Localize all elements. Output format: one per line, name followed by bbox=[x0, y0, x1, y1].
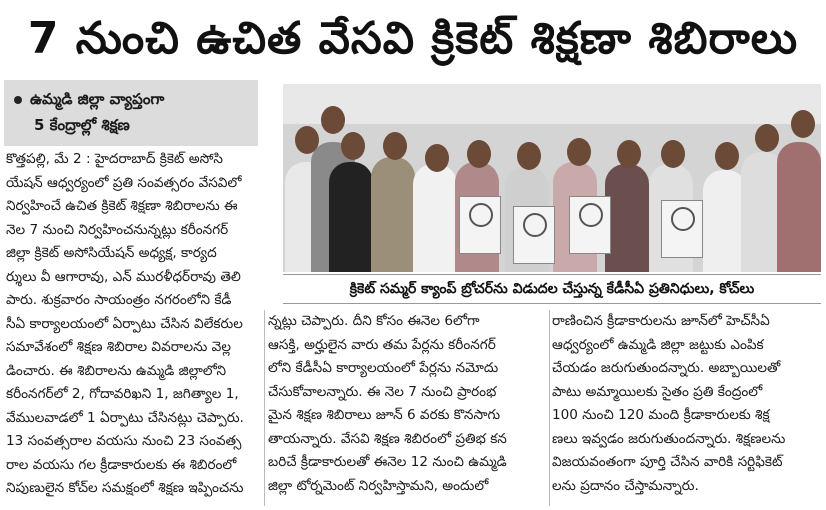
subheadline-text-1: ఉమ్మడి జిల్లా వ్యాప్తంగా bbox=[30, 90, 165, 108]
person-head bbox=[321, 106, 345, 134]
person-figure bbox=[371, 157, 415, 272]
column-divider bbox=[549, 310, 550, 506]
person-head bbox=[567, 138, 591, 166]
photo-banner bbox=[283, 84, 821, 124]
person-head bbox=[617, 140, 641, 168]
column-divider bbox=[264, 310, 265, 506]
seal-icon bbox=[579, 203, 603, 227]
person-head bbox=[715, 142, 739, 170]
subheadline-line-2: 5 కేంద్రాల్లో శిక్షణ bbox=[34, 116, 130, 134]
seal-icon bbox=[671, 207, 695, 231]
subheadline-line-1 bbox=[14, 86, 248, 112]
person-figure bbox=[777, 142, 821, 272]
brochure bbox=[513, 206, 555, 264]
article-column-1: కొత్తపల్లి, మే 2 : హైదరాబాద్ క్రికెట్ అసోసి యేషన్ ఆధ్వర్యంలో ప్రతి సంవత్సరం వేసవిలో నిర్వహించే ఉచిత క్రికెట్ శిక్షణా శిబిరాలను ఈ నెల 7 నుంచి నిర్వహించనున్నట్లు కరీంనగర్ జిల్లా క్రికెట్ అసోసియేషన్ అధ్యక్ష, కార్యద ర్శులు వీ ఆగారావు, ఎన్ మురళీధర్‌రావు తెలి పారు. శుక్రవారం సాయంత్రం నగరంలోని కేడీ సీఏ కార్యాలయంలో ఏర్పాటు చేసిన విలేకరుల సమావేశంలో శిక్షణ శిబిరాల వివరాలను వెల్ల డించారు. ఈ శిబిరాలను ఉమ్మడి జిల్లాలోని కరీంనగర్‌లో 2, గోదావరిఖని 1, జగిత్యాల 1, వేములవాడలో 1 ఏర్పాటు చేసినట్లు చెప్పారు. 13 సంవత్సరాల వయసు నుంచి 23 సంవత్స రాల వయసు గల క్రీడాకారులకు ఈ శిబిరంలో నిపుణులైన కోచ్‌ల సమక్షంలో శిక్షణ ఇప్పించను bbox=[6, 151, 244, 496]
person-head bbox=[467, 140, 491, 168]
person-figure bbox=[413, 164, 457, 272]
person-head bbox=[755, 124, 779, 152]
news-photo bbox=[283, 84, 821, 272]
photo-caption: క్రికెట్ సమ్మర్ క్యాంప్ బ్రోచర్‌ను విడుదల చేస్తున్న కేడీసీఏ ప్రతినిధులు, కోచ్‌లు bbox=[283, 274, 821, 304]
person-head bbox=[517, 142, 541, 170]
headline: 7 నుంచి ఉచిత వేసవి క్రికెట్ శిక్షణా శిబిరాలు bbox=[27, 13, 799, 64]
article-column-3: రాణించిన క్రీడాకారులను జూన్‌లో హెచ్‌సీఏ ఆధ్వర్యంలో ఉమ్మడి జిల్లా జట్టుకు ఎంపిక చేయడం జరుగుతుందన్నారు. అబ్బాయిలతో పాటు అమ్మాయిలకు సైతం ప్రతి కేంద్రంలో 100 నుంచి 120 మంది క్రీడాకారులకు శిక్ష ణలు ఇవ్వడం జరుగుతుందన్నారు. శిక్షణలను విజయవంతంగా పూర్తి చేసిన వారికి సర్టిఫికెట్ లను ప్రదానం చేస్తామన్నారు. bbox=[552, 313, 786, 494]
person-head bbox=[791, 110, 815, 138]
brochure bbox=[569, 196, 611, 254]
person-head bbox=[383, 132, 407, 160]
person-head bbox=[661, 140, 685, 168]
person-figure bbox=[329, 162, 373, 272]
bullet-icon bbox=[14, 96, 22, 104]
person-head bbox=[425, 144, 449, 172]
person-head bbox=[341, 132, 365, 160]
brochure bbox=[661, 200, 703, 258]
brochure bbox=[459, 196, 501, 254]
subheadline-box bbox=[4, 80, 258, 146]
person-figure bbox=[605, 164, 649, 272]
seal-icon bbox=[523, 213, 547, 237]
article-column-2: న్నట్లు చెప్పారు. దీని కోసం ఈనెల 6లోగా ఆసక్తి, అర్హులైన వారు తమ పేర్లను కరీంనగర్ లోని కేడీసీఏ కార్యాలయంలో పేర్లను నమోదు చేసుకోవాలన్నారు. ఈ నెల 7 నుంచి ప్రారంభ మైన శిక్షణ శిబిరాలు జూన్ 6 వరకు కొనసాగు తాయన్నారు. వేసవి శిక్షణ శిబిరంలో ప్రతిభ కన బరిచే క్రీడాకారులతో ఈనెల 12 నుంచి ఉమ్మడి జిల్లా టోర్నమెంట్ నిర్వహిస్తామని, అందులో bbox=[268, 313, 507, 494]
seal-icon bbox=[469, 203, 493, 227]
